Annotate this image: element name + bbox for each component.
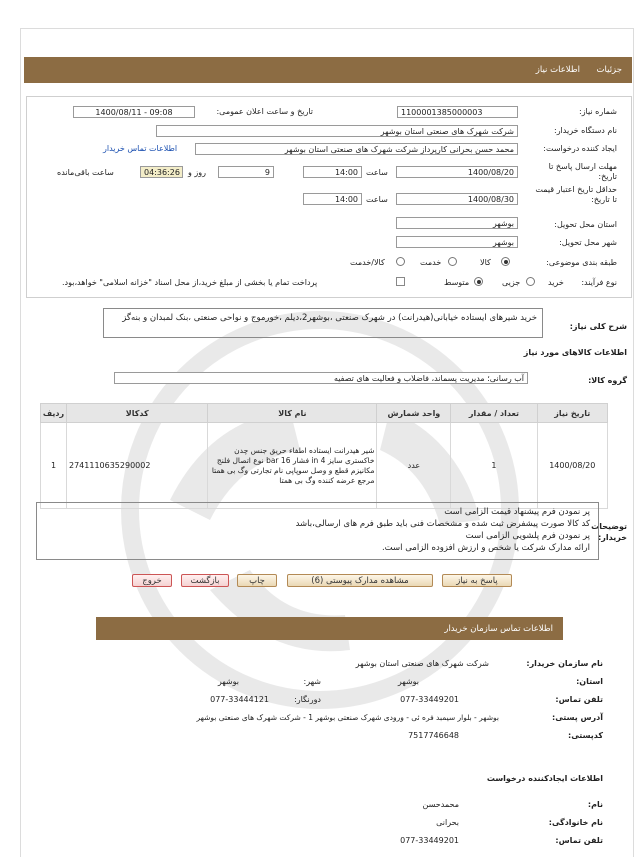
- header-bar: [24, 57, 632, 83]
- creator-family-value: بحرانی: [436, 818, 459, 827]
- goods-table: [40, 403, 608, 509]
- province-label: استان محل تحویل:: [554, 220, 617, 229]
- need-number-field: 1100001385000003: [397, 106, 518, 118]
- contact-title: اطلاعات تماس سازمان خریدار: [444, 624, 553, 634]
- category-goods-radio[interactable]: [501, 257, 510, 266]
- contact-city-label: شهر:: [303, 677, 321, 686]
- note-line: پر نمودن فرم پلشویی الزامی است: [465, 531, 590, 541]
- contact-phone-label: تلفن تماس:: [555, 695, 603, 704]
- process-label: نوع فرآیند:: [581, 278, 617, 287]
- contact-fax-value: 077-33444121: [210, 695, 269, 704]
- cell-name: شیر هیدرانت ایستاده اطفاء حریق جنس چدن خاکستری سایز 4 in فشار 16 bar نوع اتصال فلنج مکانیزم قطع و وصل سوپاپی نام تجارتی وگ بی همتا مرجع عرضه کننده وگ بی همتا: [208, 423, 377, 509]
- contact-header-bar: [96, 617, 563, 640]
- note-line: ارائه مدارک شرکت یا شخص و ارزش افزوده الزامی است.: [381, 543, 590, 553]
- announce-label: تاریخ و ساعت اعلان عمومی:: [216, 107, 313, 116]
- buyer-notes-box: [36, 502, 599, 560]
- print-button[interactable]: چاپ: [237, 574, 277, 587]
- process-buy-label: خرید: [548, 278, 564, 287]
- cell-unit: عدد: [377, 423, 451, 509]
- deadline-time-label: ساعت: [366, 168, 388, 177]
- days-field: 9: [218, 166, 274, 178]
- contact-province-label: استان:: [576, 677, 603, 686]
- need-number-label: شماره نیاز:: [579, 107, 617, 116]
- process-medium-label: متوسط: [444, 278, 470, 287]
- org-value: شرکت شهرک های صنعتی استان بوشهر: [355, 659, 489, 668]
- price-date-field: 1400/08/30: [396, 193, 518, 205]
- category-goods-service-label: کالا/خدمت: [350, 258, 385, 267]
- deadline-label: مهلت ارسال پاسخ تا تاریخ:: [548, 162, 617, 181]
- announce-field: 1400/08/11 - 09:08: [73, 106, 195, 118]
- creator-field: محمد حسن بحرانی کارپرداز شرکت شهرک های صنعتی استان بوشهر: [195, 143, 518, 155]
- col-code: کدکالا: [67, 404, 208, 423]
- tab-need-info[interactable]: اطلاعات نیاز: [535, 65, 580, 75]
- process-medium-radio[interactable]: [474, 277, 483, 286]
- col-name: نام کالا: [208, 404, 377, 423]
- creator-name-label: نام:: [587, 800, 603, 809]
- category-goods-label: کالا: [480, 258, 491, 267]
- process-partial-radio[interactable]: [526, 277, 535, 286]
- days-label: روز و: [188, 168, 206, 177]
- creator-section-title: اطلاعات ایجادکننده درخواست: [486, 774, 603, 783]
- contact-province-value: بوشهر: [397, 677, 419, 686]
- price-time-label: ساعت: [366, 195, 388, 204]
- address-label: آدرس پستی:: [552, 713, 603, 722]
- col-row: ردیف: [41, 404, 67, 423]
- buyer-contact-link[interactable]: اطلاعات تماس خریدار: [103, 144, 178, 153]
- cell-qty: 1: [451, 423, 537, 509]
- category-goods-service-radio[interactable]: [396, 257, 405, 266]
- city-field: بوشهر: [396, 236, 518, 248]
- col-unit: واحد شمارش: [377, 404, 451, 423]
- col-qty: تعداد / مقدار: [451, 404, 537, 423]
- price-time-field: 14:00: [303, 193, 362, 205]
- treasury-payment-checkbox[interactable]: [396, 277, 405, 286]
- goods-section-title: اطلاعات کالاهای مورد نیاز: [523, 348, 627, 357]
- buyer-field: شرکت شهرک های صنعتی استان بوشهر: [156, 125, 518, 137]
- remaining-label: ساعت باقی‌مانده: [57, 168, 114, 177]
- category-service-label: خدمت: [420, 258, 442, 267]
- goods-group-label: گروه کالا:: [588, 376, 627, 385]
- address-value: بوشهر - بلوار سیمبد فره ئی - ورودی شهرک صنعتی بوشهر 1 - شرکت شهرک های صنعتی بوشهر: [196, 713, 499, 722]
- note-line: کد کالا صورت پیشفرض ثبت شده و مشخصات فنی باید طبق فرم های ارسالی،باشد: [295, 519, 590, 529]
- price-validity-label: حداقل تاریخ اعتبار قیمت تا تاریخ:: [535, 185, 617, 204]
- goods-table-header: [41, 404, 608, 423]
- tab-details[interactable]: جزئیات: [596, 65, 622, 75]
- deadline-time-field: 14:00: [303, 166, 362, 178]
- creator-label: ایجاد کننده درخواست:: [543, 144, 617, 153]
- contact-city-value: بوشهر: [217, 677, 239, 686]
- cell-row: 1: [41, 423, 67, 509]
- buyer-label: نام دستگاه خریدار:: [554, 126, 617, 135]
- buyer-notes-label: توضیحات خریدار:: [591, 522, 627, 542]
- goods-group-field: آب رسانی؛ مدیریت پسماند، فاضلاب و فعالیت های تصفیه: [114, 372, 528, 384]
- table-row: [41, 423, 608, 509]
- summary-text: خرید شیرهای ایستاده خیابانی(هیدرانت) در شهرک صنعتی ،بوشهر2،دیلم ،خورموج و نواحی صنعتی ،بنک لمبدان و بنه‌گز: [103, 308, 543, 338]
- category-label: طبقه بندی موضوعی:: [546, 258, 617, 267]
- reply-button[interactable]: پاسخ به نیاز: [442, 574, 512, 587]
- cell-code: 2741110635290002: [67, 423, 208, 509]
- cell-date: 1400/08/20: [537, 423, 607, 509]
- attachments-button[interactable]: مشاهده مدارک پیوستی (6): [287, 574, 433, 587]
- remaining-time-field: 04:36:26: [140, 166, 183, 178]
- creator-family-label: نام خانوادگی:: [548, 818, 603, 827]
- creator-name-value: محمدحسن: [422, 800, 459, 809]
- note-line: پر نمودن فرم پیشنهاد قیمت الزامی است: [444, 507, 590, 517]
- summary-label: شرح کلی نیاز:: [569, 322, 627, 331]
- back-button[interactable]: بازگشت: [181, 574, 229, 587]
- creator-phone-value: 077-33449201: [400, 836, 459, 845]
- process-partial-label: جزیی: [502, 278, 521, 287]
- deadline-date-field: 1400/08/20: [396, 166, 518, 178]
- contact-phone-value: 077-33449201: [400, 695, 459, 704]
- col-date: تاریخ نیاز: [537, 404, 607, 423]
- postal-value: 7517746648: [408, 731, 459, 740]
- contact-fax-label: دورنگار:: [294, 695, 321, 704]
- province-field: بوشهر: [396, 217, 518, 229]
- creator-phone-label: تلفن تماس:: [555, 836, 603, 845]
- exit-button[interactable]: خروج: [132, 574, 172, 587]
- org-label: نام سازمان خریدار:: [526, 659, 603, 668]
- postal-label: کدپستی:: [568, 731, 603, 740]
- category-service-radio[interactable]: [448, 257, 457, 266]
- city-label: شهر محل تحویل:: [559, 238, 617, 247]
- treasury-payment-note: پرداخت تمام یا بخشی از مبلغ خرید،از محل اسناد "خزانه اسلامی" خواهد،بود.: [62, 278, 318, 287]
